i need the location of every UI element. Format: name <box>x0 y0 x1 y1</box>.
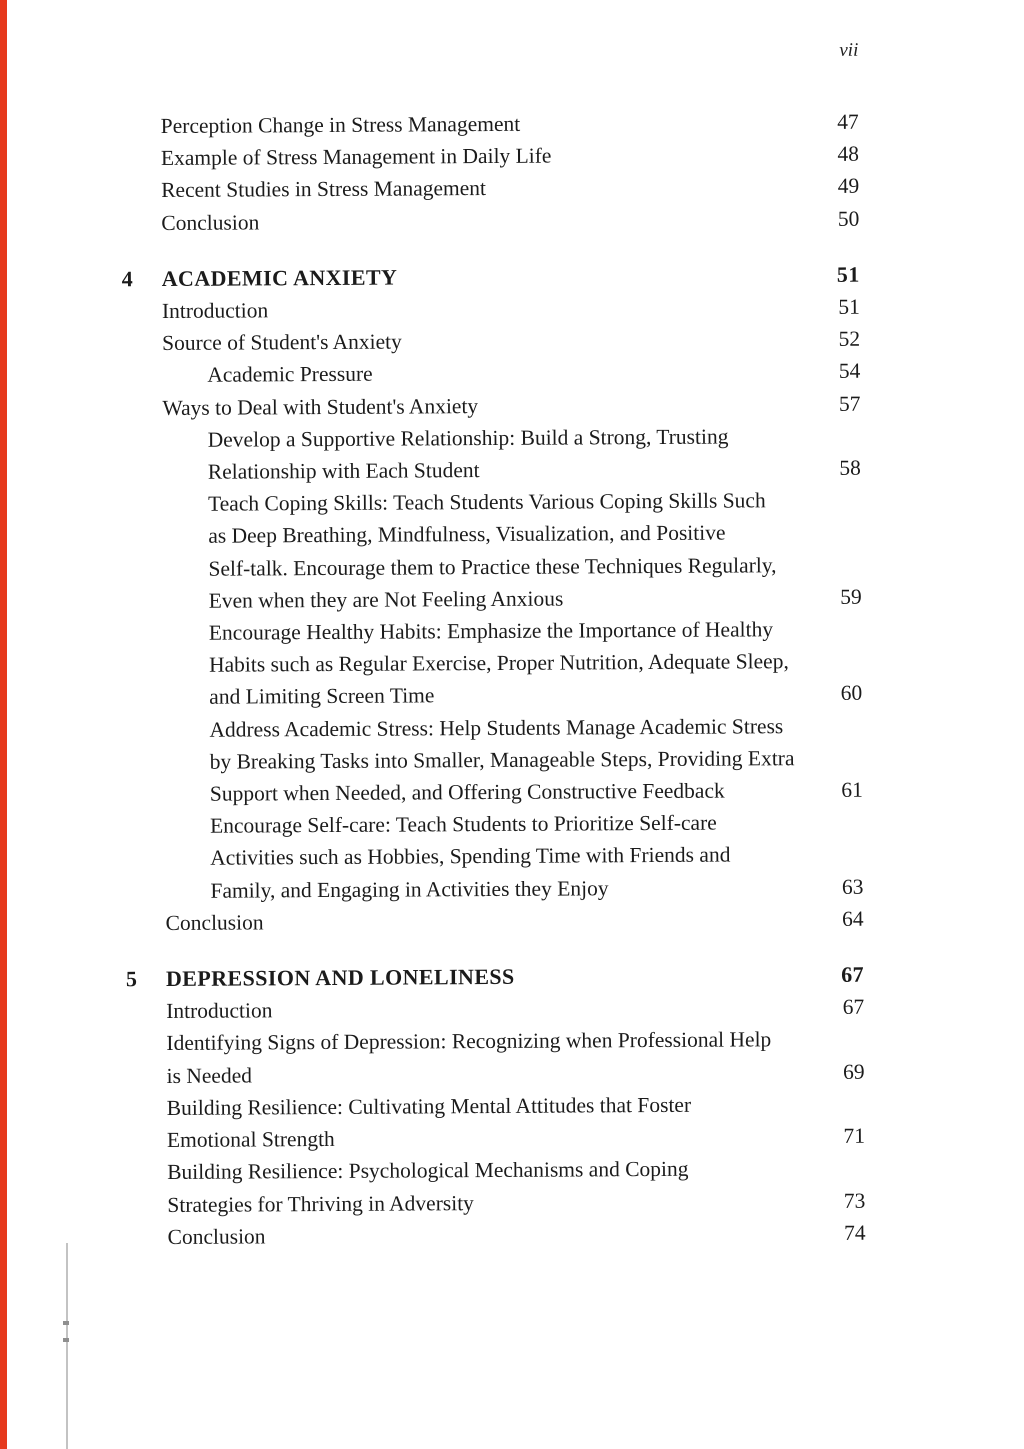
toc-entry-label: Address Academic Stress: Help Students Manage Academic Stress <box>209 713 784 742</box>
toc-entry-label: Conclusion <box>167 1224 266 1249</box>
toc-chapter-row <box>121 259 860 295</box>
toc-sheet <box>121 0 866 1253</box>
toc-row <box>167 1088 865 1124</box>
toc-page-number: 52 <box>838 326 861 352</box>
toc-chapter-row <box>125 959 865 995</box>
toc-row <box>161 106 859 142</box>
toc-page-number: 59 <box>840 584 862 609</box>
toc-entry-label: and Limiting Screen Time <box>209 683 435 710</box>
toc-entry-label: Source of Student's Anxiety <box>162 329 402 356</box>
toc-row <box>166 1023 864 1059</box>
toc-row <box>164 613 862 649</box>
toc-row <box>165 806 863 842</box>
toc-entry-label: Conclusion <box>161 210 260 235</box>
toc-row <box>166 903 864 939</box>
toc-row <box>165 838 863 874</box>
toc-page-number: 57 <box>838 391 861 416</box>
toc-entry-label: Activities such as Hobbies, Spending Time with Friends and <box>210 843 731 871</box>
toc-page-number: 73 <box>843 1188 866 1213</box>
toc-row <box>164 709 862 745</box>
toc-entry-label: Perception Change in Stress Management <box>160 111 521 138</box>
chapter-title: ACADEMIC ANXIETY <box>161 264 398 291</box>
toc-entry-label: as Deep Breathing, Mindfulness, Visualization, and Positive <box>208 520 726 549</box>
toc-entry-label: Building Resilience: Psychological Mechanisms and Coping <box>167 1157 689 1185</box>
toc-entry-label: Encourage Healthy Habits: Emphasize the Importance of Healthy <box>208 617 774 645</box>
toc-entry-label: Develop a Supportive Relationship: Build a Strong, Trusting <box>207 424 729 452</box>
toc-row <box>167 1152 865 1188</box>
toc-entry-label: Introduction <box>161 298 269 324</box>
toc-row <box>161 170 859 206</box>
toc-page-number: 51 <box>838 294 860 319</box>
toc-entry-label: Strategies for Thriving in Adversity <box>167 1190 474 1217</box>
toc-entry-label: Even when they are Not Feeling Anxious <box>208 586 564 613</box>
toc-row <box>165 742 863 778</box>
toc-page-number: 74 <box>843 1220 866 1245</box>
toc-row <box>163 484 861 520</box>
toc-entry-label: Relationship with Each Student <box>207 458 480 484</box>
toc-row <box>167 1184 865 1220</box>
scan-artifact-line <box>66 1243 68 1449</box>
toc-row <box>166 991 864 1027</box>
chapter-title: DEPRESSION AND LONELINESS <box>165 963 515 992</box>
page-folio: vii <box>839 39 859 61</box>
toc-row <box>164 677 862 713</box>
toc-entry-label: Self-talk. Encourage them to Practice these Techniques Regularly, <box>208 552 777 581</box>
toc-entry-label: Conclusion <box>165 910 264 935</box>
toc-entry-label: Support when Needed, and Offering Constructive Feedback <box>209 778 725 806</box>
toc-page-number: 71 <box>843 1123 866 1148</box>
toc-entry-label: Introduction <box>166 998 273 1024</box>
toc-page-number: 64 <box>842 906 864 931</box>
toc-row <box>163 452 861 488</box>
toc-row <box>163 548 861 584</box>
toc-entry-label: Academic Pressure <box>207 362 373 388</box>
toc-page-number: 58 <box>839 455 861 480</box>
toc-page-number: 67 <box>841 961 865 987</box>
toc-row <box>165 870 863 906</box>
toc-page-number: 63 <box>841 874 864 899</box>
toc-row <box>167 1120 865 1156</box>
scan-artifact-tick <box>63 1338 69 1342</box>
toc-row <box>162 387 860 423</box>
toc-row <box>163 516 861 552</box>
toc-row <box>162 323 860 359</box>
toc-page-number: 54 <box>838 359 861 384</box>
toc-page-number: 69 <box>842 1059 865 1084</box>
toc-entry-label: Family, and Engaging in Activities they Enjoy <box>210 875 609 903</box>
toc-row <box>161 202 859 238</box>
toc-entry-label: Identifying Signs of Depression: Recognizing when Professional Help <box>166 1027 772 1056</box>
toc-entry-label: Habits such as Regular Exercise, Proper Nutrition, Adequate Sleep, <box>208 649 789 677</box>
toc-entry-label: by Breaking Tasks into Smaller, Manageable Steps, Providing Extra <box>209 745 795 774</box>
chapter-number: 5 <box>125 966 138 992</box>
toc-entry-label: Recent Studies in Stress Management <box>161 176 487 203</box>
toc-row <box>163 420 861 456</box>
toc-page-number: 50 <box>837 206 860 231</box>
toc-entry-label: Emotional Strength <box>166 1127 335 1153</box>
toc-row <box>164 581 862 617</box>
toc-entry-label: Encourage Self-care: Teach Students to Prioritize Self-care <box>209 810 717 838</box>
toc-page-number: 48 <box>837 141 860 167</box>
toc-row <box>162 355 860 391</box>
toc-entry-label: Building Resilience: Cultivating Mental Attitudes that Foster <box>166 1092 692 1120</box>
toc-page-number: 60 <box>840 681 863 706</box>
scan-artifact-tick <box>63 1321 69 1325</box>
toc-page-number: 47 <box>837 109 859 134</box>
toc-entry-label: Teach Coping Skills: Teach Students Various Coping Skills Such <box>208 488 766 516</box>
toc-entry-label: is Needed <box>166 1063 253 1088</box>
toc-row <box>162 291 860 327</box>
toc-page-number: 61 <box>841 777 863 802</box>
toc-entry-label: Ways to Deal with Student's Anxiety <box>162 393 479 420</box>
chapter-number: 4 <box>121 265 134 292</box>
toc-row <box>164 645 862 681</box>
toc-row <box>166 1055 864 1091</box>
toc-rows <box>121 0 866 1253</box>
toc-row <box>167 1216 865 1252</box>
toc-page-number: 51 <box>836 261 860 287</box>
toc-page-number: 67 <box>842 994 865 1020</box>
toc-page-number: 49 <box>837 174 860 199</box>
toc-row <box>165 774 863 810</box>
toc-row <box>161 138 859 174</box>
toc-entry-label: Example of Stress Management in Daily Life <box>160 143 552 171</box>
scan-edge-red-stripe <box>0 0 7 1449</box>
